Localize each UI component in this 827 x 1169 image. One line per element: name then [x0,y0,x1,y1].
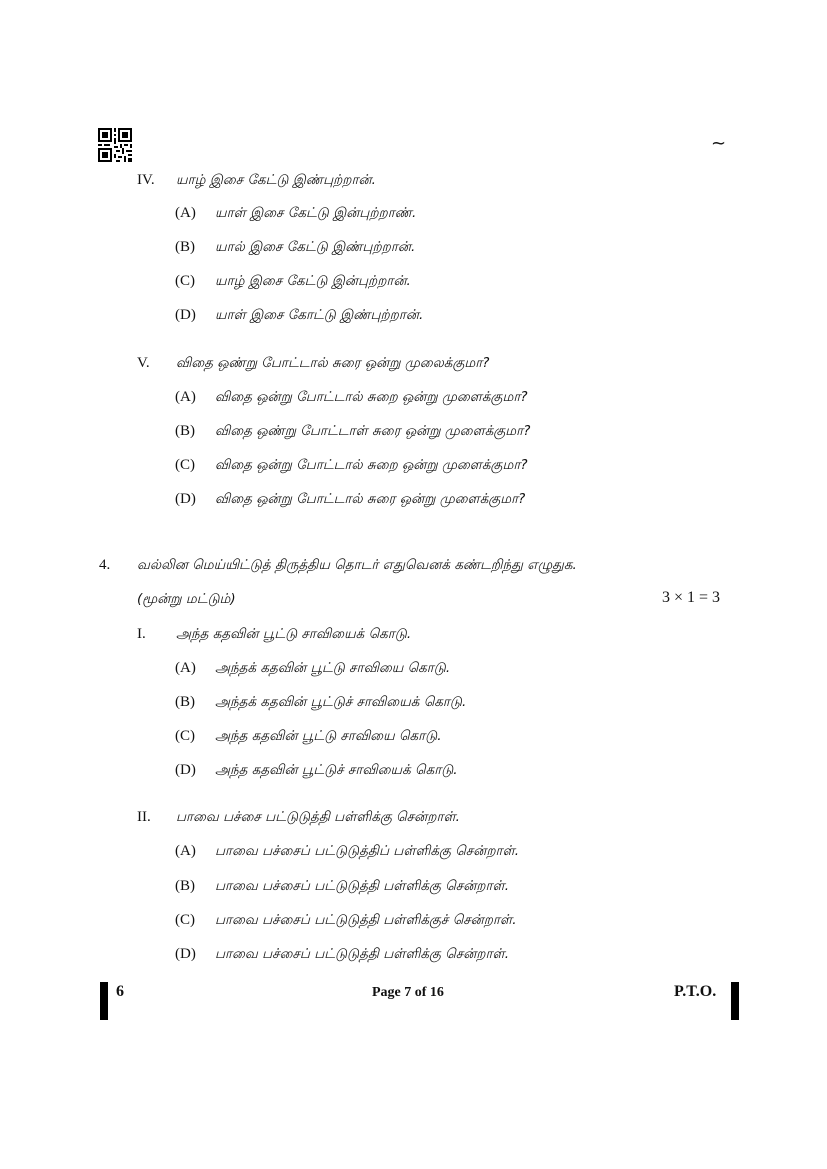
option-text: யால் இசை கேட்டு இண்புற்றான். [215,239,416,255]
option-label: (C) [175,273,195,289]
question-number: V. [137,355,150,371]
option-label: (A) [175,389,196,405]
option-text: அந்த கதவின் பூட்டு சாவியை கொடு. [215,728,442,744]
option-text: பாவை பச்சைப் பட்டுடுத்திப் பள்ளிக்கு சென்றாள். [215,843,520,859]
question-stem: பாவை பச்சை பட்டுடுத்தி பள்ளிக்கு சென்றாள். [176,809,460,825]
option-label: (A) [175,843,196,859]
option-label: (A) [175,660,196,676]
corner-mark: ~ [711,133,727,154]
marks-allocation: 3 × 1 = 3 [662,589,721,606]
option-text: பாவை பச்சைப் பட்டுடுத்தி பள்ளிக்கு சென்றாள். [215,946,510,962]
footer-page-number: Page 7 of 16 [372,985,444,1000]
question-number: I. [137,626,146,642]
option-text: விதை ஒண்று போட்டாள் சுரை ஒன்று முளைக்குமா? [215,423,531,439]
option-text: யாள் இசை கேட்டு இன்புற்றாண். [215,205,417,221]
question-stem: யாழ் இசை கேட்டு இண்புற்றான். [176,172,376,188]
option-text: அந்தக் கதவின் பூட்டுச் சாவியைக் கொடு. [215,694,467,710]
footer-right-bar [731,982,739,1020]
option-text: பாவை பச்சைப் பட்டுடுத்தி பள்ளிக்குச் சென்றாள். [215,912,517,928]
footer-left-bar [100,982,108,1020]
option-label: (D) [175,491,196,507]
option-text: யாழ் இசை கேட்டு இன்புற்றான். [215,273,411,289]
option-text: விதை ஒன்று போட்டால் சுறை ஒன்று முளைக்குமா? [215,389,528,405]
question-stem: அந்த கதவின் பூட்டு சாவியைக் கொடு. [176,626,412,642]
option-text: அந்த கதவின் பூட்டுச் சாவியைக் கொடு. [215,762,458,778]
option-label: (B) [175,423,195,439]
option-text: விதை ஒன்று போட்டால் சுரை ஒன்று முளைக்குமா? [215,491,526,507]
option-text: அந்தக் கதவின் பூட்டு சாவியை கொடு. [215,660,451,676]
question-number: 4. [99,557,111,573]
option-label: (A) [175,205,196,221]
option-label: (D) [175,307,196,323]
question-number: II. [137,809,151,825]
option-label: (C) [175,912,195,928]
footer-code: 6 [116,983,124,1000]
option-label: (B) [175,694,195,710]
question-note: (மூன்று மட்டும்) [137,591,236,607]
option-label: (B) [175,239,195,255]
option-label: (B) [175,878,195,894]
option-label: (C) [175,457,195,473]
question-instruction: வல்லின மெய்யிட்டுத் திருத்திய தொடர் எதுவெனக் கண்டறிந்து எழுதுக. [137,557,577,573]
option-text: பாவை பச்சைப் பட்டுடுத்தி பள்ளிக்கு சென்றாள். [215,878,510,894]
qr-code-icon [98,128,132,162]
footer-pto: P.T.O. [674,983,717,1000]
option-label: (C) [175,728,195,744]
option-label: (D) [175,762,196,778]
question-stem: விதை ஒண்று போட்டால் சுரை ஒன்று முலைக்குமா? [176,355,490,371]
option-text: யாள் இசை கோட்டு இண்புற்றான். [215,307,424,323]
option-text: விதை ஒன்று போட்டால் சுறை ஒன்று முளைக்குமா? [215,457,528,473]
option-label: (D) [175,946,196,962]
question-number: IV. [137,172,155,188]
